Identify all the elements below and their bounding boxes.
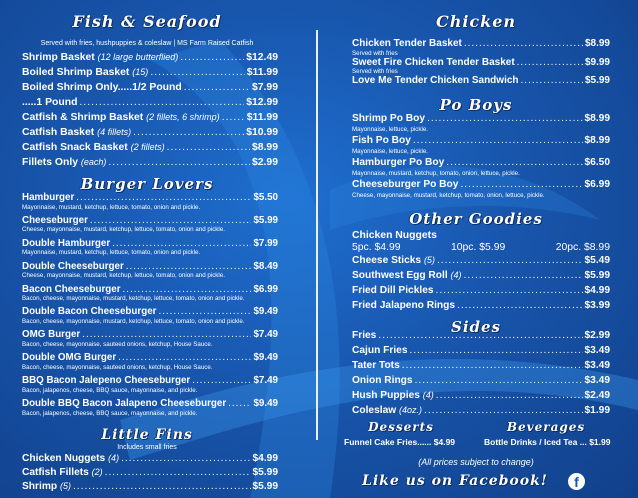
item-name-text: Double BBQ Bacon Jalapeno Cheeseburger (22, 398, 227, 410)
item-detail: (5) (423, 255, 435, 265)
menu-item (352, 113, 610, 126)
fish-seafood-heading: Fish & Seafood (72, 12, 222, 31)
drinks-label: Bottle Drinks / Iced Tea (484, 437, 578, 447)
menu-item (352, 390, 610, 405)
item-name (352, 270, 462, 281)
dot-leader (415, 375, 583, 386)
dot-leader (457, 300, 582, 311)
item-description: Bacon, cheese, mayonnaise, mustard, ketchup, lettuce, tomato, onion and pickle. (22, 295, 245, 303)
item-name (22, 453, 119, 464)
dot-leader (158, 306, 251, 317)
burger-lovers-heading: Burger Lovers (80, 175, 214, 193)
item-description: Mayonnaise, mustard, ketchup, tomato, onion, lettuce, pickle. (352, 170, 520, 177)
sides-list (352, 330, 610, 420)
dot-leader (82, 329, 251, 340)
item-detail: (15) (132, 67, 149, 77)
item-name (352, 57, 515, 68)
item-name-text: Fries (352, 330, 377, 341)
menu-item (22, 453, 278, 467)
item-description: Bacon, cheese, mayonnaise, sauteed onions, ketchup, House Sauce. (22, 340, 213, 348)
item-price: $7.99 (251, 82, 278, 93)
item-name-text: Onion Rings (352, 375, 413, 386)
item-name-text: Boiled Shrimp Only.....1/2 Pound (22, 82, 182, 93)
item-description: Mayonnaise, lettuce, pickle. (352, 148, 429, 155)
item-description: Cheese, mayonnaise, mustard, ketchup, lettuce, tomato, onion and pickle. (22, 272, 225, 280)
menu-item (22, 157, 278, 172)
item-name-text: Coleslaw (352, 405, 397, 416)
item-name (22, 97, 77, 108)
menu-item (352, 57, 610, 69)
item-price: $9.99 (584, 56, 610, 68)
item-name (352, 157, 444, 168)
item-detail: (4oz.) (399, 405, 423, 415)
dot-leader (228, 398, 251, 409)
po-boys-list (352, 113, 610, 201)
price-change-note: (All prices subject to change) (418, 457, 534, 467)
item-name (352, 255, 435, 266)
item-price: $5.49 (584, 255, 610, 266)
column-divider (316, 30, 318, 440)
item-name (352, 390, 434, 401)
item-price: $5.50 (253, 192, 278, 203)
item-name-text: Cheese Sticks (352, 255, 422, 266)
item-name-text: BBQ Bacon Jalepeno Cheeseburger (22, 375, 191, 387)
dot-leader (105, 467, 251, 478)
item-name-text: Southwest Egg Roll (352, 270, 448, 281)
item-price: $12.99 (246, 97, 278, 108)
item-name-text: Chicken Tender Basket (352, 38, 462, 49)
item-name-text: Double Cheeseburger (22, 260, 124, 272)
nuggets-prices (352, 242, 610, 253)
item-description: Served with fries (352, 68, 398, 75)
menu-item (352, 300, 610, 315)
dot-leader (464, 38, 583, 49)
item-price: $2.99 (251, 157, 278, 168)
item-name (352, 75, 519, 86)
item-price: $10.99 (246, 127, 278, 138)
item-name (22, 82, 182, 93)
item-price: $5.99 (252, 481, 278, 492)
item-name-text: Sweet Fire Chicken Tender Basket (352, 56, 515, 68)
item-name-text: Hamburger (22, 192, 75, 203)
item-price: $3.99 (584, 300, 610, 311)
menu-item (22, 142, 278, 157)
dot-leader (436, 285, 583, 296)
item-description: Bacon, cheese, mayonnaise, sauteed onions, ketchup, House Sauce. (22, 363, 213, 371)
menu-item (22, 67, 278, 82)
menu-item (22, 52, 278, 67)
menu-item (22, 127, 278, 142)
item-detail: (2 fillets) (130, 142, 165, 152)
item-name-text: Catfish Basket (22, 127, 95, 138)
item-price: $2.49 (584, 390, 610, 401)
item-name (22, 127, 131, 138)
dot-leader (123, 284, 252, 295)
item-price: $6.99 (253, 283, 278, 295)
funnel-cake-label: Funnel Cake Fries (344, 437, 418, 447)
item-price: $11.99 (246, 112, 278, 123)
item-description: Served with fries (352, 49, 398, 57)
menu-item (352, 75, 610, 87)
item-name (22, 481, 71, 492)
little-fins-list (22, 453, 278, 495)
dot-leader (118, 352, 251, 363)
item-description: Bacon, jalapenos, cheese, BBQ sauce, mayonnaise, and pickle. (22, 386, 198, 394)
nuggets-label: Chicken Nuggets (352, 230, 437, 241)
item-name (352, 405, 422, 416)
item-price: $9.49 (253, 306, 278, 318)
dot-leader (424, 405, 582, 416)
other-goodies-heading: Other Goodies (409, 210, 543, 228)
item-name (352, 300, 455, 311)
item-name (352, 38, 462, 49)
menu-item (22, 375, 278, 387)
menu-item (22, 215, 278, 227)
item-price: $12.49 (246, 52, 278, 63)
dot-leader (73, 481, 251, 492)
menu-item (352, 405, 610, 420)
menu-item (22, 97, 278, 112)
item-detail: (4) (450, 270, 462, 280)
item-price: $3.49 (584, 360, 610, 371)
dot-leader (517, 57, 583, 68)
menu-item (22, 192, 278, 204)
dot-leader (402, 360, 583, 371)
menu-item (352, 157, 610, 170)
item-price: $6.99 (584, 179, 610, 190)
dot-leader (121, 453, 250, 464)
other-goodies-list (352, 255, 610, 315)
dot-leader (126, 261, 252, 272)
item-detail: (2 fillets, 6 shrimp) (146, 112, 220, 122)
item-name-text: Shrimp (22, 481, 58, 492)
menu-item (22, 306, 278, 318)
menu-item (22, 352, 278, 364)
little-fins-note: Includes small fries (117, 444, 177, 451)
item-price: $5.99 (584, 75, 610, 86)
dot-leader (76, 192, 251, 203)
item-detail: (4 fillets) (97, 127, 132, 137)
dot-leader (436, 390, 583, 401)
item-price: $9.49 (253, 398, 278, 410)
dot-leader (413, 135, 583, 146)
item-name-text: Chicken Nuggets (22, 453, 106, 464)
item-name (22, 192, 74, 203)
funnel-cake-price: $4.99 (433, 437, 456, 447)
item-price: $8.99 (251, 142, 278, 153)
item-price: $5.99 (584, 270, 610, 281)
facebook-callout: Like us on Facebook! (362, 473, 548, 489)
dot-leader (437, 255, 583, 266)
item-price: $2.99 (584, 330, 610, 341)
menu-item (22, 467, 278, 481)
menu-item (352, 38, 610, 50)
item-price: $7.99 (253, 237, 278, 249)
item-name (352, 113, 425, 124)
item-name (22, 329, 80, 340)
item-name (22, 261, 124, 272)
drinks-price: $1.99 (589, 437, 611, 447)
item-name-text: Fried Jalapeno Rings (352, 300, 456, 311)
item-name (352, 360, 400, 371)
item-detail: (12 large butterflied) (97, 52, 179, 62)
item-name-text: Tater Tots (352, 360, 400, 371)
item-name (352, 135, 411, 146)
item-name-text: Cheeseburger (22, 214, 88, 226)
menu-item (22, 82, 278, 97)
item-detail: (each) (80, 157, 107, 167)
po-boys-heading: Po Boys (439, 96, 513, 114)
dot-leader (521, 75, 583, 86)
item-name (22, 375, 190, 386)
item-name (22, 67, 148, 78)
item-price: $4.99 (252, 453, 278, 464)
item-name-text: Shrimp Po Boy (352, 113, 426, 124)
menu-item (352, 360, 610, 375)
menu-item (22, 112, 278, 127)
nuggets-10pc: 10pc. $5.99 (450, 242, 506, 253)
item-name (352, 330, 376, 341)
dot-leader (180, 52, 244, 63)
item-name-text: Boiled Shrimp Basket (22, 67, 130, 78)
item-price: $1.99 (584, 405, 610, 416)
item-name-text: Cheeseburger Po Boy (352, 179, 459, 190)
menu-item (22, 398, 278, 410)
nuggets-20pc: 20pc. $8.99 (555, 242, 610, 253)
beverages-heading: Beverages (506, 420, 586, 434)
item-price: $8.49 (253, 260, 278, 272)
desserts-heading: Desserts (368, 420, 434, 434)
fish-note: Served with fries, hushpuppies & coleslaw | MS Farm Raised Catfish (40, 40, 254, 47)
dot-leader (460, 179, 582, 190)
item-price: $8.99 (584, 38, 610, 49)
menu-item (22, 481, 278, 495)
item-name (22, 112, 220, 123)
item-name (22, 157, 106, 168)
dot-leader (192, 375, 251, 386)
item-name-text: Love Me Tender Chicken Sandwich (352, 75, 519, 86)
item-name-text: Hush Puppies (352, 390, 420, 401)
dot-leader (79, 97, 244, 108)
menu-item (352, 179, 610, 192)
item-name (352, 179, 458, 190)
dot-leader (150, 67, 244, 78)
sides-heading: Sides (450, 318, 501, 336)
item-description: Cheese, mayonnaise, mustard, ketchup, tomato, onion, lettuce, pickle. (352, 192, 545, 199)
item-name-text: Hamburger Po Boy (352, 157, 445, 168)
item-name-text: Fish Po Boy (352, 135, 411, 146)
menu-item (352, 255, 610, 270)
dot-leader (222, 112, 245, 123)
item-price: $6.50 (584, 157, 610, 168)
item-price: $5.99 (252, 467, 278, 478)
item-name-text: Fillets Only (22, 157, 79, 168)
nuggets-5pc: 5pc. $4.99 (352, 242, 401, 253)
item-name-text: Catfish Snack Basket (22, 142, 128, 153)
dot-leader (427, 113, 582, 124)
menu-item (22, 238, 278, 250)
item-detail: (4) (108, 453, 120, 463)
menu-item (352, 375, 610, 390)
item-price: $4.99 (584, 285, 610, 296)
item-name (22, 52, 178, 63)
chicken-list (352, 38, 610, 87)
item-name-text: Double Bacon Cheeseburger (22, 306, 157, 318)
dot-leader (167, 142, 250, 153)
facebook-icon[interactable]: f (568, 473, 585, 490)
item-name-text: Double Hamburger (22, 237, 111, 249)
item-description: Bacon, cheese, mayonnaise, mustard, ketchup, lettuce, tomato, onion and pickle. (22, 317, 245, 325)
item-name-text: Shrimp Basket (22, 52, 95, 63)
item-price: $11.99 (246, 67, 278, 78)
item-description: Mayonnaise, lettuce, pickle. (352, 126, 429, 133)
little-fins-heading: Little Fins (101, 427, 193, 443)
item-price: $7.49 (253, 375, 278, 387)
item-name-text: Double OMG Burger (22, 352, 117, 364)
item-name (352, 375, 413, 386)
dot-leader (90, 215, 252, 226)
item-name-text: Bacon Cheeseburger (22, 283, 121, 295)
item-description: Cheese, mayonnaise, mustard, ketchup, lettuce, tomato, onion and pickle. (22, 226, 225, 234)
item-description: Bacon, jalapenos, cheese, BBQ sauce, mayonnaise, and pickle. (22, 409, 198, 417)
menu-item (352, 330, 610, 345)
item-price: $5.99 (253, 214, 278, 226)
item-name (352, 285, 434, 296)
item-name-text: OMG Burger (22, 329, 81, 341)
menu-item (352, 285, 610, 300)
burger-list (22, 192, 278, 421)
item-name (22, 215, 88, 226)
item-name (22, 284, 121, 295)
menu-item (22, 284, 278, 296)
dot-leader (464, 270, 583, 281)
item-name-text: .....1 Pound (22, 97, 78, 108)
desserts-item: Funnel Cake Fries...... $4.99 (344, 437, 456, 447)
item-description: Mayonnaise, mustard, ketchup, lettuce, tomato, onion and pickle. (22, 203, 201, 211)
item-description: Mayonnaise, mustard, ketchup, lettuce, tomato, onion and pickle. (22, 249, 201, 257)
dot-leader (112, 238, 251, 249)
item-price: $3.49 (584, 345, 610, 356)
item-name (22, 142, 165, 153)
item-price: $7.49 (253, 329, 278, 341)
item-detail: (5) (59, 481, 71, 491)
item-detail: (4) (422, 390, 434, 400)
chicken-heading: Chicken (435, 12, 517, 31)
menu-item (352, 345, 610, 360)
beverages-item: Bottle Drinks / Iced Tea ... $1.99 (484, 437, 611, 447)
dot-leader (446, 157, 582, 168)
item-price: $9.49 (253, 352, 278, 364)
menu-item (22, 261, 278, 273)
item-name (22, 306, 156, 317)
item-name (352, 345, 407, 356)
dot-leader (378, 330, 582, 341)
item-price: $3.49 (584, 375, 610, 386)
item-name-text: Cajun Fries (352, 345, 408, 356)
item-name (22, 398, 226, 409)
menu-item (22, 329, 278, 341)
item-name-text: Catfish Fillets (22, 467, 89, 478)
dot-leader (184, 82, 250, 93)
menu-item (352, 135, 610, 148)
item-detail: (2) (91, 467, 103, 477)
item-name (22, 467, 103, 478)
item-price: $8.99 (584, 135, 610, 146)
item-name-text: Catfish & Shrimp Basket (22, 112, 144, 123)
fish-list (22, 52, 278, 172)
dot-leader (108, 157, 250, 168)
item-price: $8.99 (584, 113, 610, 124)
menu-item (352, 270, 610, 285)
dot-leader (133, 127, 244, 138)
dot-leader (409, 345, 582, 356)
item-name (22, 238, 110, 249)
item-name (22, 352, 116, 363)
item-name-text: Fried Dill Pickles (352, 285, 434, 296)
